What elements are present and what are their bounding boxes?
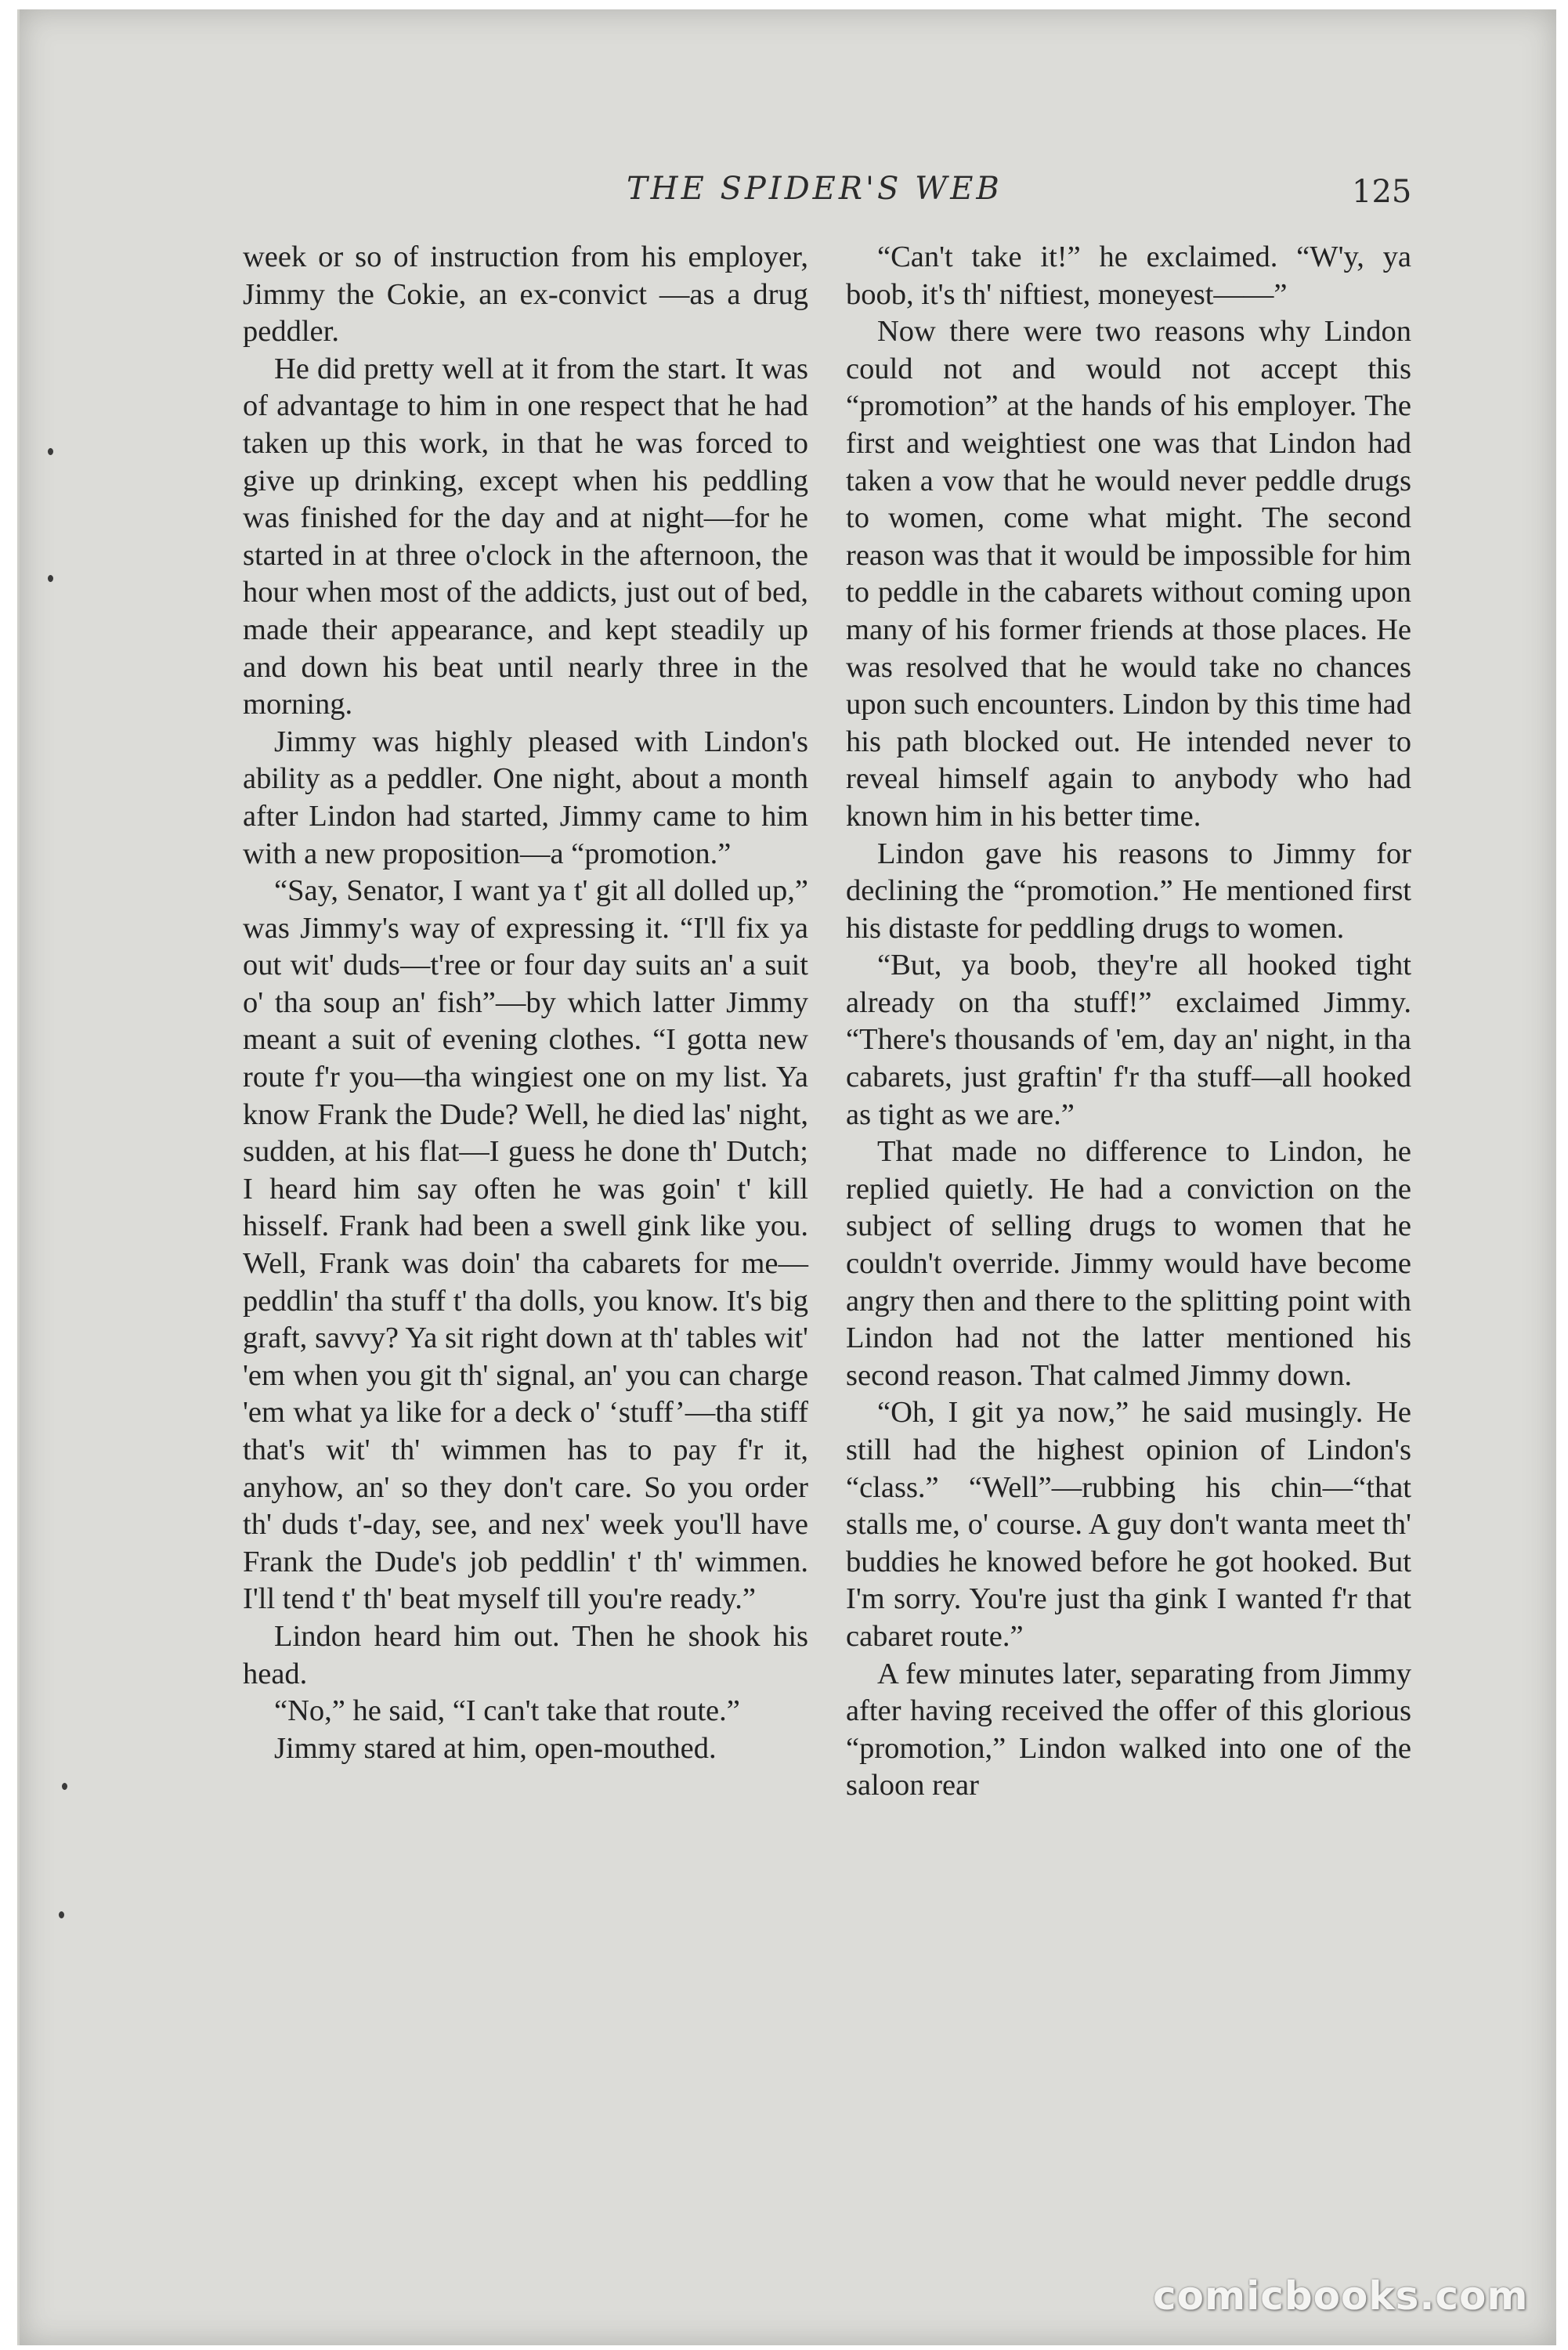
right-column [846, 239, 1411, 1805]
paragraph: “But, ya boob, they're all hooked tight already on tha stuff!” exclaimed Jimmy. “There's thousands of 'em, day an' night, in tha cabarets, just graftin' f'r tha stuff—all hooked as tight as we are.” [846, 949, 1411, 1131]
running-title: THE SPIDER'S WEB [627, 171, 1003, 207]
binding-hole-3 [62, 1783, 67, 1790]
paragraph: Now there were two reasons why Lindon could not and would not accept this “promotion” at the hands of his employer. The first and weightiest one was that Lindon had taken a vow that he would never peddle drugs to women, come what might. The second reason was that it would be impossible for him to peddle in the cabarets without coming upon many of his former friends at those places. He was resolved that he would take no chances upon such encounters. Lindon by this time had his path blocked out. He intended never to reveal himself again to anybody who had known him in his better time. [846, 315, 1411, 833]
paragraph: That made no difference to Lindon, he replied quietly. He had a conviction on the subject of selling drugs to women that he couldn't override. Jimmy would have become angry then and there to the splitting point with Lindon had not the latter mentioned his second reason. That calmed Jimmy down. [846, 1135, 1411, 1392]
running-head [0, 171, 1568, 218]
paragraph: “Say, Senator, I want ya t' git all dolled up,” was Jimmy's way of expressing it. “I'll fix ya out wit' duds—t'ree or four day suits an' a suit o' tha soup an' fish”—by which latter Jimmy meant a suit of evening clothes. “I gotta new route f'r you—tha wingiest one on my list. Ya know Frank the Dude? Well, he died las' night, sudden, at his flat—I guess he done th' Dutch; I heard him say often he was goin' t' kill hisself. Frank had been a swell gink like you. Well, Frank was doin' tha cabarets for me—peddlin' tha stuff t' tha dolls, you know. It's big graft, savvy? Ya sit right down at th' tables wit' 'em when you git th' signal, an' you can charge 'em what ya like for a deck o' ‘stuff’—tha stiff that's wit' th' wimmen has to pay f'r it, anyhow, an' so they don't care. So you order th' duds t'-day, see, and nex' week you'll have Frank the Dude's job peddlin' t' th' wimmen. I'll tend t' th' beat myself till you're ready.” [243, 874, 808, 1616]
left-column [243, 239, 808, 1767]
binding-hole-1 [48, 448, 53, 455]
watermark-logo: comicbooks.com [1153, 2273, 1529, 2319]
paragraph: Lindon heard him out. Then he shook his head. [243, 1619, 808, 1690]
binding-hole-4 [59, 1911, 64, 1918]
paragraph: Lindon gave his reasons to Jimmy for declining the “promotion.” He mentioned first his distaste for peddling drugs to women. [846, 837, 1411, 945]
binding-hole-2 [48, 575, 53, 582]
page-number: 125 [1352, 174, 1412, 210]
paragraph: “No,” he said, “I can't take that route.” [274, 1694, 740, 1728]
paragraph: “Oh, I git ya now,” he said musingly. He still had the highest opinion of Lindon's “class.” “Well”—rubbing his chin—“that stalls me, o' course. A guy don't wanta meet th' buddies he knowed before he got hooked. But I'm sorry. You're just tha gink I wanted f'r that cabaret route.” [846, 1396, 1411, 1653]
paragraph: He did pretty well at it from the start. It was of advantage to him in one respect that he had taken up this work, in that he was forced to give up drinking, except when his peddling was finished for the day and at night—for he started in at three o'clock in the afternoon, the hour when most of the addicts, just out of bed, made their appearance, and kept steadily up and down his beat until nearly three in the morning. [243, 352, 808, 721]
paragraph: “Can't take it!” he exclaimed. “W'y, ya boob, it's th' niftiest, moneyest——” [846, 240, 1411, 311]
paragraph: Jimmy stared at him, open-mouthed. [274, 1731, 717, 1765]
paragraph: A few minutes later, separating from Jimmy after having received the offer of this glorious “promotion,” Lindon walked into one of the saloon rear [846, 1657, 1411, 1802]
paragraph: Jimmy was highly pleased with Lindon's ability as a peddler. One night, about a month after Lindon had started, Jimmy came to him with a new proposition—a “promotion.” [243, 725, 808, 870]
paragraph: week or so of instruction from his employer, Jimmy the Cokie, an ex-convict —as a drug peddler. [243, 240, 808, 349]
